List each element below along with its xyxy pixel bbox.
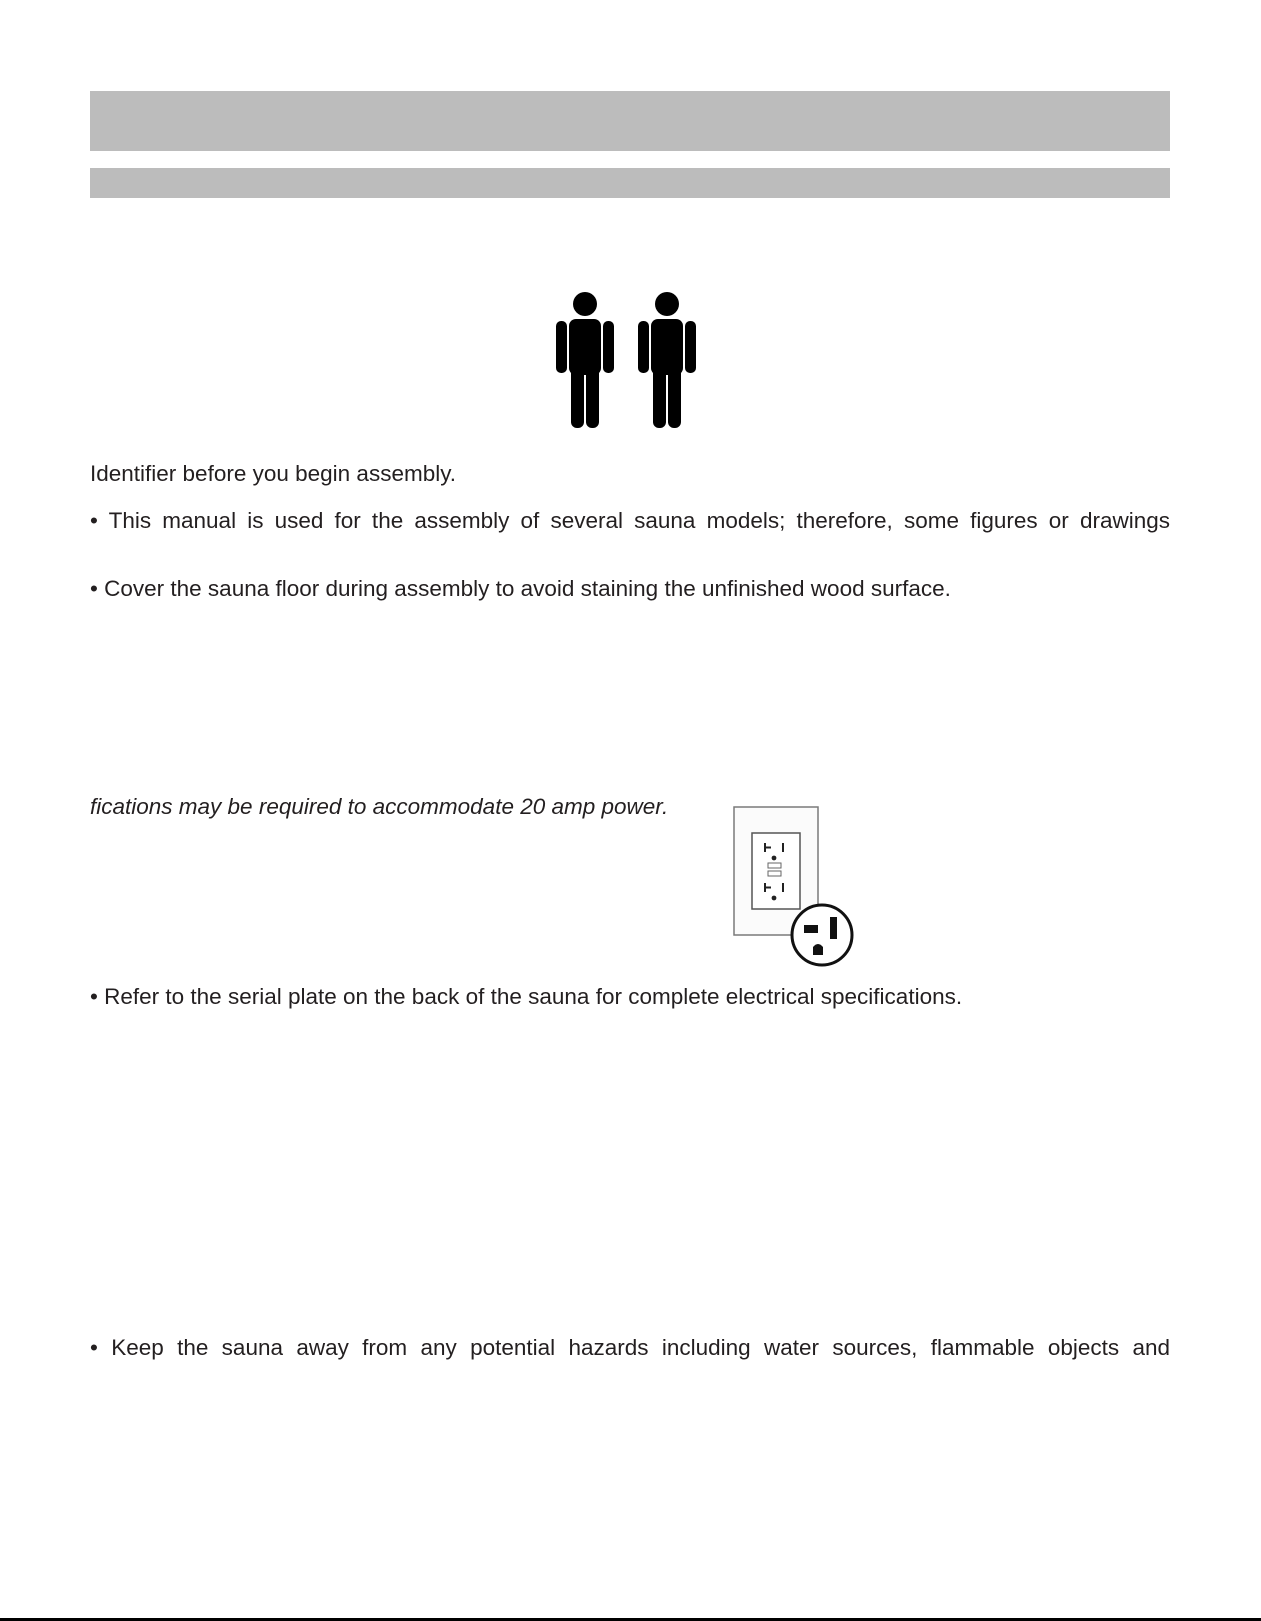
identifier-line: Identifier before you begin assembly. <box>90 461 457 486</box>
section-header-bar <box>90 91 1170 151</box>
power-note-line: fications may be required to accommodate 20 amp power. <box>90 794 669 819</box>
two-people-icon <box>545 288 709 432</box>
gfci-outlet-icon <box>730 803 860 971</box>
cover-floor-line: • Cover the sauna floor during assembly to avoid staining the unfinished wood surface. <box>90 576 951 601</box>
manual-note-line: • This manual is used for the assembly of several sauna models; therefore, some figures or drawings <box>90 508 1170 533</box>
serial-plate-line: • Refer to the serial plate on the back of the sauna for complete electrical specifications. <box>90 984 963 1009</box>
subsection-header-bar <box>90 168 1170 198</box>
hazards-line: • Keep the sauna away from any potential hazards including water sources, flammable objects and <box>90 1335 1170 1360</box>
